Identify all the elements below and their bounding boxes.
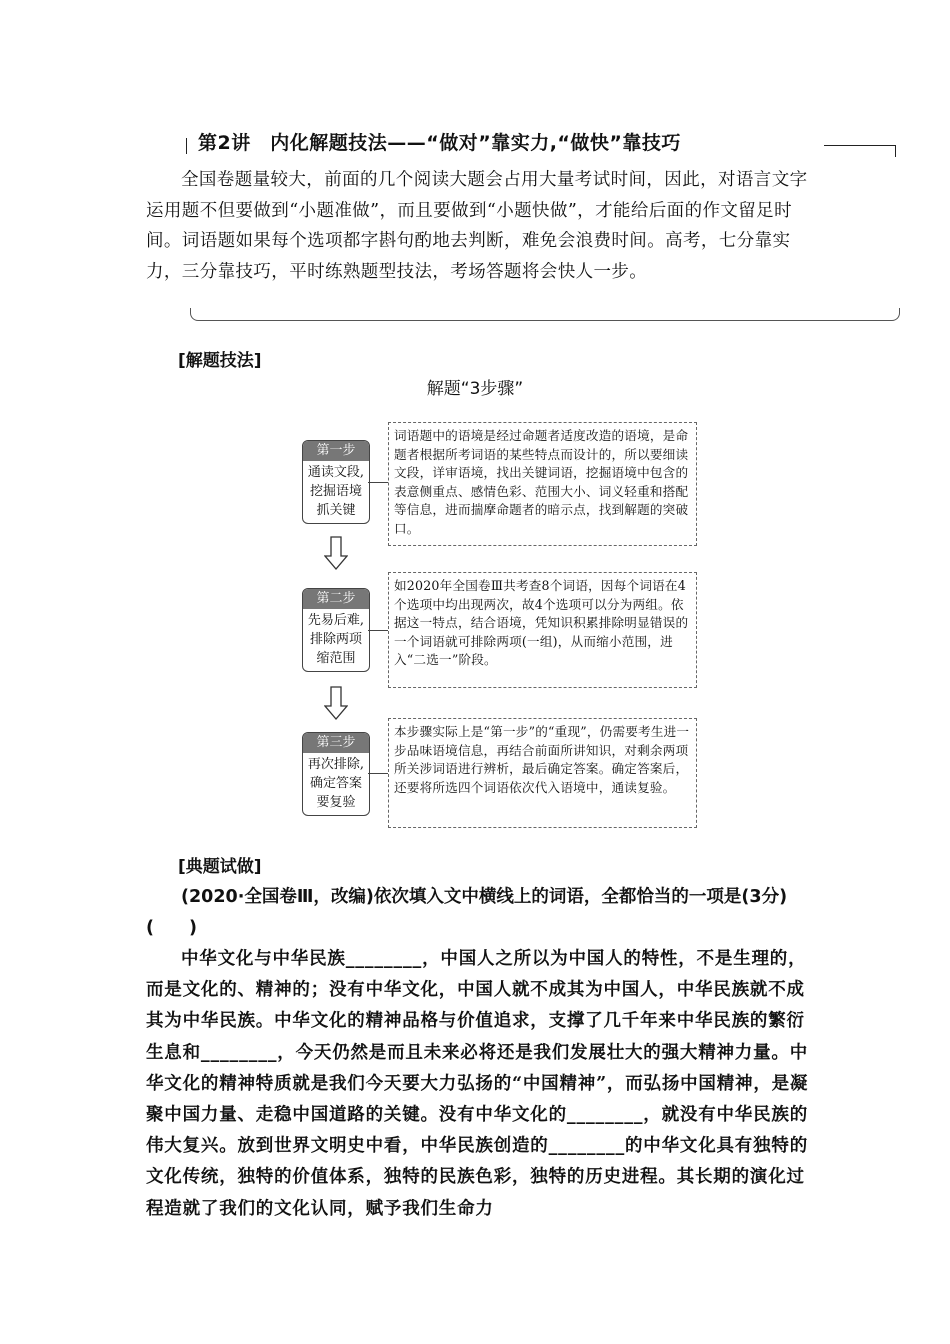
intro-paragraph <box>146 165 816 287</box>
step-2-connector <box>368 630 388 631</box>
intro-text: 全国卷题量较大，前面的几个阅读大题会占用大量考试时间，因此，对语言文字运用题不但要做到“小题准做”，而且要做到“小题快做”，才能给后面的作文留足时间。词语题如果每个选项都字斟句酌地去判断，难免会浪费时间。高考，七分靠实力，三分靠技巧，平时练熟题型技法，考场答题将会快人一步。 <box>146 170 808 282</box>
step-2-line: 缩范围 <box>316 651 356 666</box>
step-2-line: 先易后难, <box>307 613 365 628</box>
question-stem <box>146 882 816 944</box>
step-2-label: 第二步 <box>303 589 369 609</box>
down-arrow-icon <box>324 536 348 570</box>
header-left-tick <box>186 138 187 154</box>
step-2-summary <box>303 609 369 668</box>
intro-frame-bottom <box>190 308 900 321</box>
passage-text: 中华文化与中华民族________，中国人之所以为中国人的特性，不是生理的，而是文化的、精神的；没有中华文化，中国人就不成其为中国人，中华民族就不成其为中华民族。中华文化的精神品格与价值追求，支撑了几千年来中华民族的繁衍生息和________，今天仍然是而且未来必将还是我们发展壮大的强大精神力量。中华文化的精神特质就是我们今天要大力弘扬的“中国精神”，而弘扬中国精神，是凝聚中国力量、走稳中国道路的关键。没有中华文化的________，就没有中华民族的伟大复兴。放到世界文明史中看，中华民族创造的________的中华文化具有独特的文化传统，独特的价值体系，独特的民族色彩，独特的历史进程。其长期的演化过程造就了我们的文化认同，赋予我们生命力 <box>146 949 809 1219</box>
step-2-box <box>302 588 370 672</box>
step-1-label: 第一步 <box>303 441 369 461</box>
step-2-detail: 如2020年全国卷Ⅲ共考查8个词语，因每个词语在4个选项中均出现两次，故4个选项可以分为两组。依据这一特点，结合语境，凭知识积累排除明显错误的一个词语就可排除两项(一组)，从而缩小范围，进入“二选一”阶段。 <box>388 572 697 688</box>
question-passage <box>146 944 816 1225</box>
step-3-detail: 本步骤实际上是“第一步”的“重现”，仍需要考生进一步品味语境信息，再结合前面所讲知识，对剩余两项所关涉词语进行辨析，最后确定答案。确定答案后，还要将所选四个词语依次代入语境中，通读复验。 <box>388 718 697 828</box>
step-1-connector <box>368 482 388 483</box>
method-heading: [解题技法] <box>178 351 262 371</box>
step-3-connector <box>368 773 388 774</box>
step-1-summary <box>303 461 369 520</box>
step-3-line: 再次排除, <box>307 757 365 772</box>
step-3-line: 要复验 <box>316 795 356 810</box>
step-1-line: 抓关键 <box>316 503 356 518</box>
lesson-header <box>186 128 900 160</box>
example-heading: [典题试做] <box>178 857 262 877</box>
lesson-title: 第2讲 内化解题技法——“做对”靠实力,“做快”靠技巧 <box>198 132 681 154</box>
figure-title: 解题“3步骤” <box>426 379 524 399</box>
question-stem-text: (2020·全国卷Ⅲ，改编)依次填入文中横线上的词语，全都恰当的一项是(3分)( ) <box>146 887 788 938</box>
step-1-line: 通读文段, <box>307 465 365 480</box>
step-3-label: 第三步 <box>303 733 369 753</box>
down-arrow-icon <box>324 686 348 720</box>
step-2-line: 排除两项 <box>309 632 362 647</box>
header-right-tick <box>895 145 896 157</box>
header-rule <box>824 145 896 146</box>
step-3-line: 确定答案 <box>309 776 362 791</box>
step-1-box <box>302 440 370 524</box>
step-1-line: 挖掘语境 <box>309 484 362 499</box>
step-1-detail: 词语题中的语境是经过命题者适度改造的语境，是命题者根据所考词语的某些特点而设计的，所以要细读文段，详审语境，找出关键词语，挖掘语境中包含的表意侧重点、感情色彩、范围大小、词义轻重和搭配等信息，进而揣摩命题者的暗示点，找到解题的突破口。 <box>388 422 697 546</box>
step-3-summary <box>303 753 369 812</box>
step-3-box <box>302 732 370 816</box>
